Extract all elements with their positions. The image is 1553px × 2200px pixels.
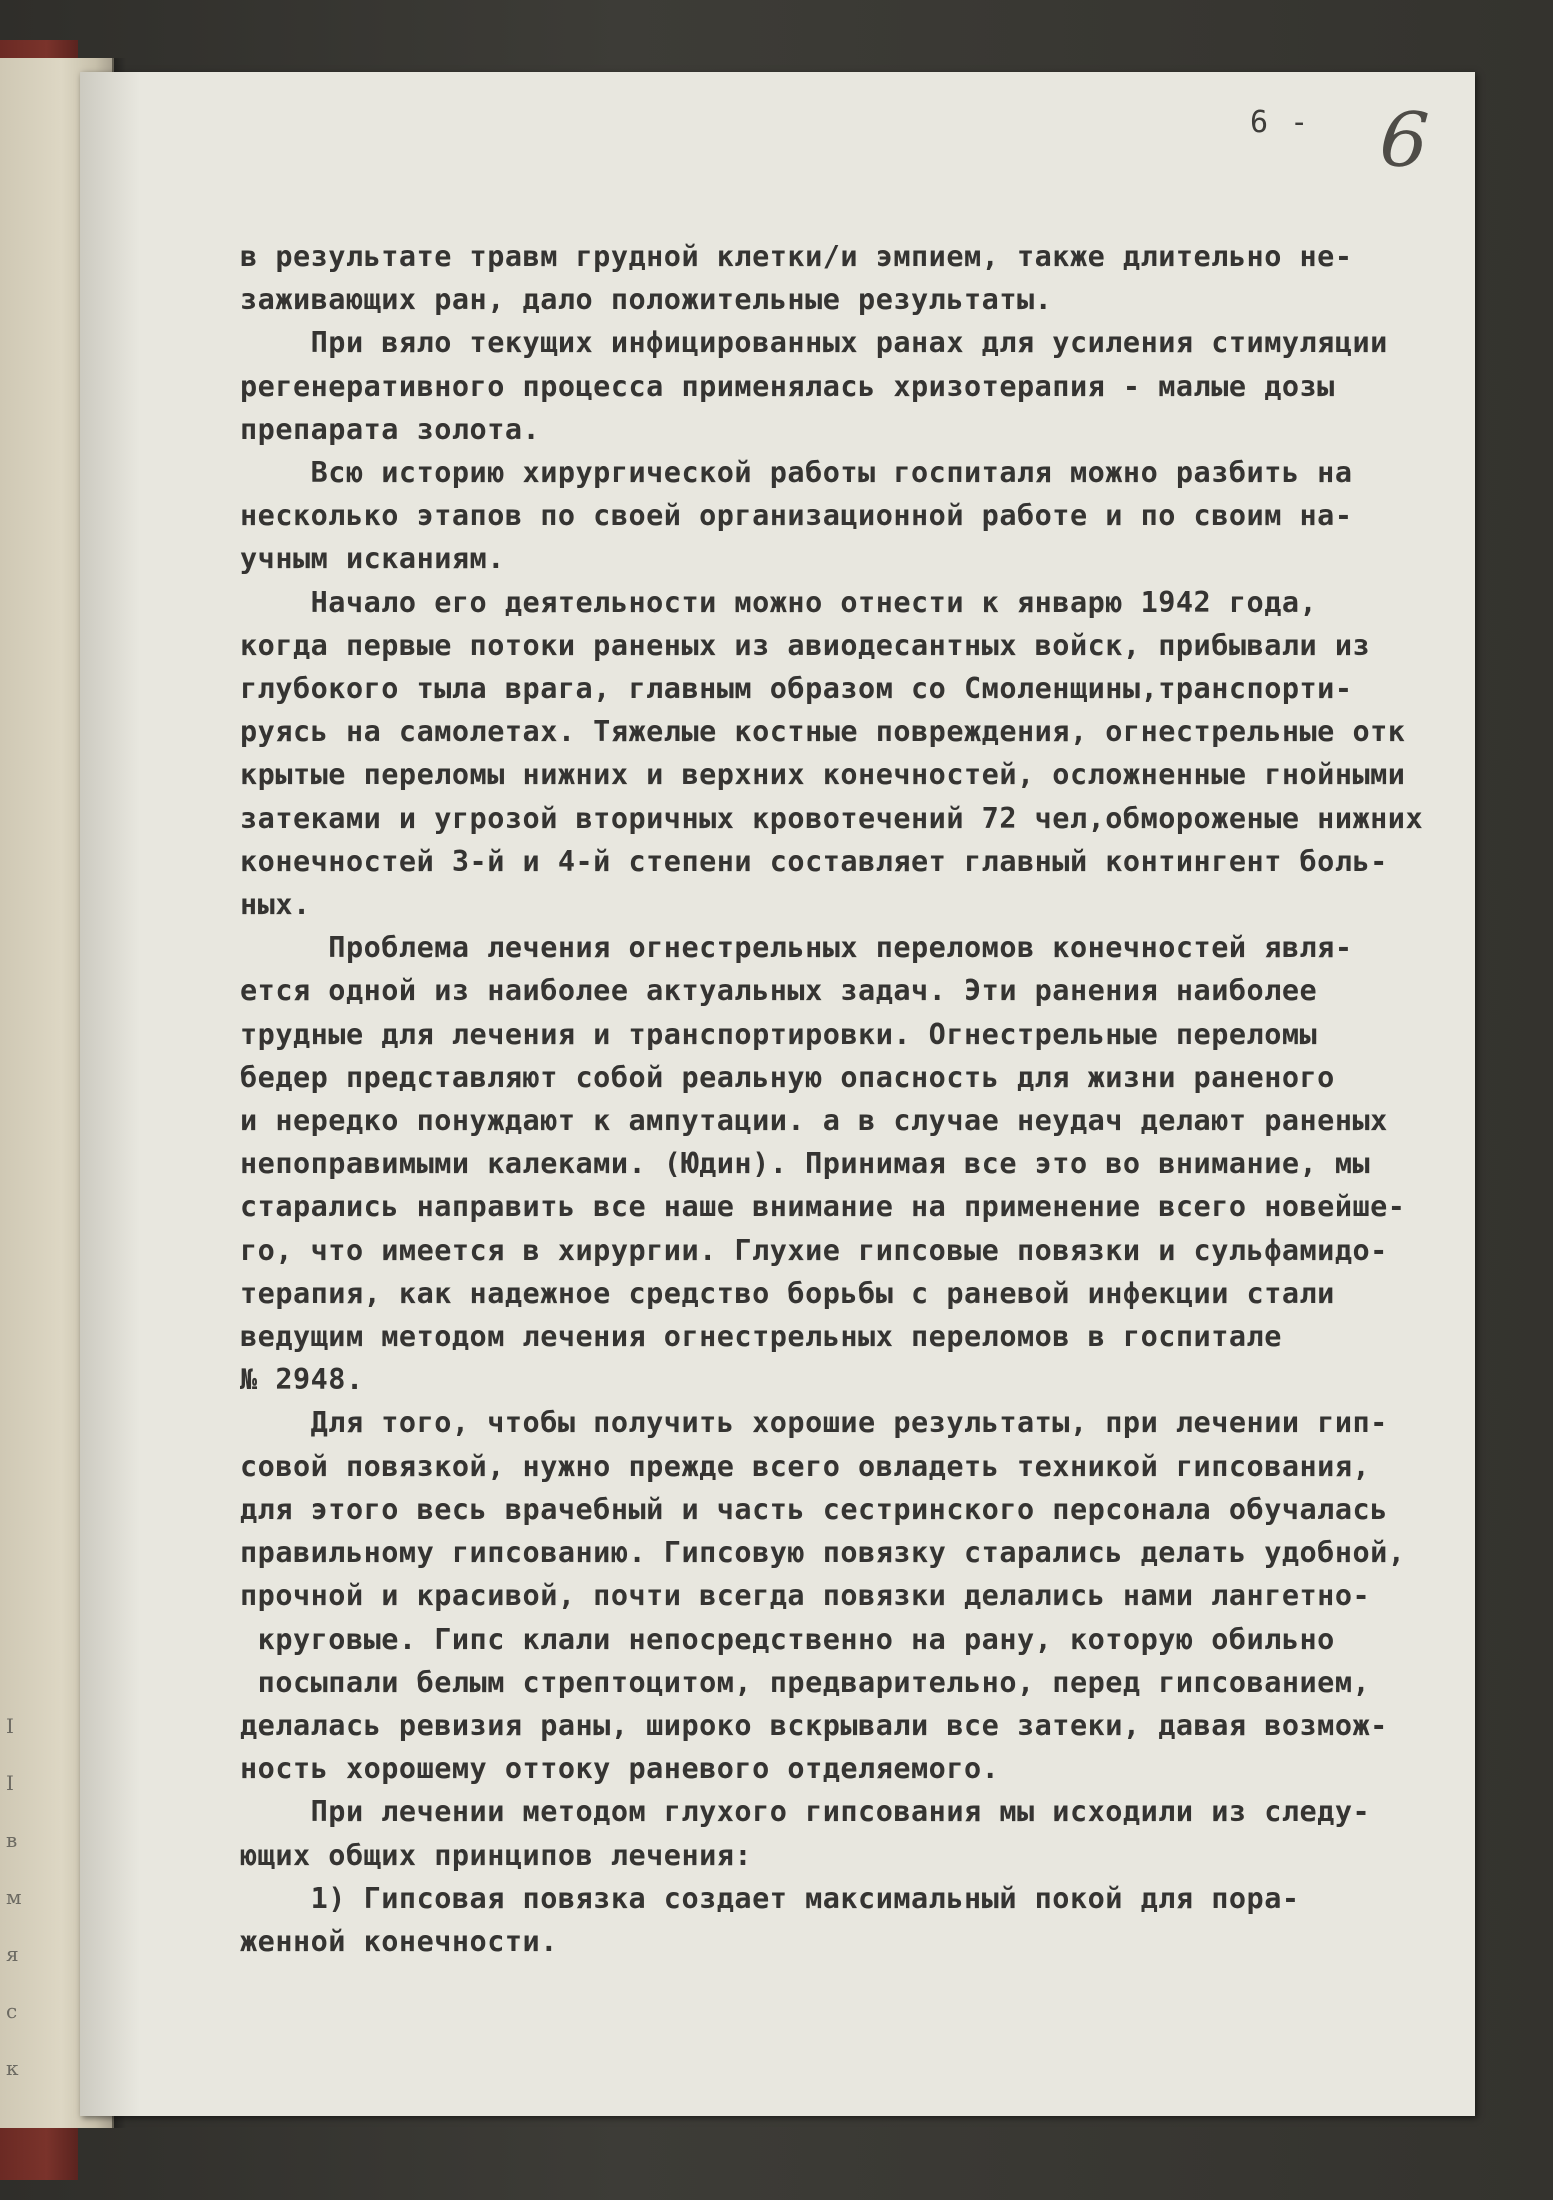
text-line: прочной и красивой, почти всегда повязки делались нами лангетно- (240, 1579, 1371, 1613)
text-line: ведущим методом лечения огнестрельных переломов в госпитале (240, 1320, 1282, 1354)
text-line: старались направить все наше внимание на применение всего новейше- (240, 1190, 1406, 1224)
text-line: ется одной из наиболее актуальных задач. Эти ранения наиболее (240, 974, 1318, 1008)
text-line: круговые. Гипс клали непосредственно на рану, которую обильно (240, 1622, 1335, 1656)
text-line: непоправимыми калеками. (Юдин). Принимая все это во внимание, мы (240, 1147, 1371, 1181)
text-line: При лечении методом глухого гипсования мы исходили из следу- (240, 1795, 1371, 1829)
underlying-letter: я (6, 1942, 19, 1966)
underlying-letter: с (6, 1999, 18, 2023)
text-line: ных. (240, 888, 311, 922)
text-line: правильному гипсованию. Гипсовую повязку старались делать удобной, (240, 1536, 1406, 1570)
underlying-letter: I (6, 1714, 14, 1738)
text-line: терапия, как надежное средство борьбы с раневой инфекции стали (240, 1276, 1335, 1310)
text-line: Всю историю хирургической работы госпиталя можно разбить на (240, 456, 1353, 490)
text-line: ность хорошему оттоку раневого отделяемого. (240, 1752, 1000, 1786)
text-line: совой повязкой, нужно прежде всего овладеть техникой гипсования, (240, 1449, 1371, 1483)
underlying-letter: в (6, 1828, 18, 1852)
text-line: Начало его деятельности можно отнести к январю 1942 года, (240, 585, 1318, 619)
text-line: и нередко понуждают к ампутации. а в случае неудач делают раненых (240, 1104, 1388, 1138)
underlying-letter: к (6, 2056, 19, 2080)
text-line: затеками и угрозой вторичных кровотечений 72 чел,обмороженые нижних (240, 801, 1424, 835)
text-line: делалась ревизия раны, широко вскрывали все затеки, давая возмож- (240, 1708, 1388, 1742)
underlying-page-text (6, 1698, 26, 2097)
text-line: ющих общих принципов лечения: (240, 1838, 753, 1872)
text-line: когда первые потоки раненых из авиодесантных войск, прибывали из (240, 628, 1371, 662)
text-line: несколько этапов по своей организационной работе и по своим на- (240, 499, 1353, 533)
typewritten-body (240, 235, 1480, 1963)
text-line: посыпали белым стрептоцитом, предварительно, перед гипсованием, (240, 1665, 1371, 1699)
underlying-letter: I (6, 1771, 14, 1795)
text-line: глубокого тыла врага, главным образом со Смоленщины,транспорти- (240, 672, 1353, 706)
text-line: учным исканиям. (240, 542, 505, 576)
text-line: 1) Гипсовая повязка создает максимальный покой для пора- (240, 1881, 1300, 1915)
handwritten-page-number: 6 (1376, 93, 1432, 186)
text-line: Проблема лечения огнестрельных переломов конечностей явля- (240, 931, 1353, 965)
text-line: Для того, чтобы получить хорошие результаты, при лечении гип- (240, 1406, 1388, 1440)
page-number: 6 - (1250, 105, 1311, 140)
text-line: го, что имеется в хирургии. Глухие гипсовые повязки и сульфамидо- (240, 1233, 1388, 1267)
text-line: трудные для лечения и транспортировки. Огнестрельные переломы (240, 1017, 1318, 1051)
text-line: бедер представляют собой реальную опасность для жизни раненого (240, 1060, 1335, 1094)
text-line: в результате травм грудной клетки/и эмпием, также длительно не- (240, 240, 1353, 273)
text-line: крытые переломы нижних и верхних конечностей, осложненные гнойными (240, 758, 1406, 792)
text-line: женной конечности. (240, 1924, 558, 1958)
text-line: препарата золота. (240, 412, 541, 446)
text-line: для этого весь врачебный и часть сестринского персонала обучалась (240, 1492, 1388, 1526)
text-line: При вяло текущих инфицированных ранах для усиления стимуляции (240, 326, 1388, 360)
text-line: руясь на самолетах. Тяжелые костные повреждения, огнестрельные отк (240, 715, 1406, 749)
text-line: № 2948. (240, 1363, 364, 1397)
text-line: конечностей 3-й и 4-й степени составляет главный контингент боль- (240, 844, 1388, 878)
text-line: заживающих ран, дало положительные результаты. (240, 283, 1053, 317)
underlying-letter: м (6, 1885, 22, 1909)
text-line: регенеративного процесса применялась хризотерапия - малые дозы (240, 369, 1335, 403)
